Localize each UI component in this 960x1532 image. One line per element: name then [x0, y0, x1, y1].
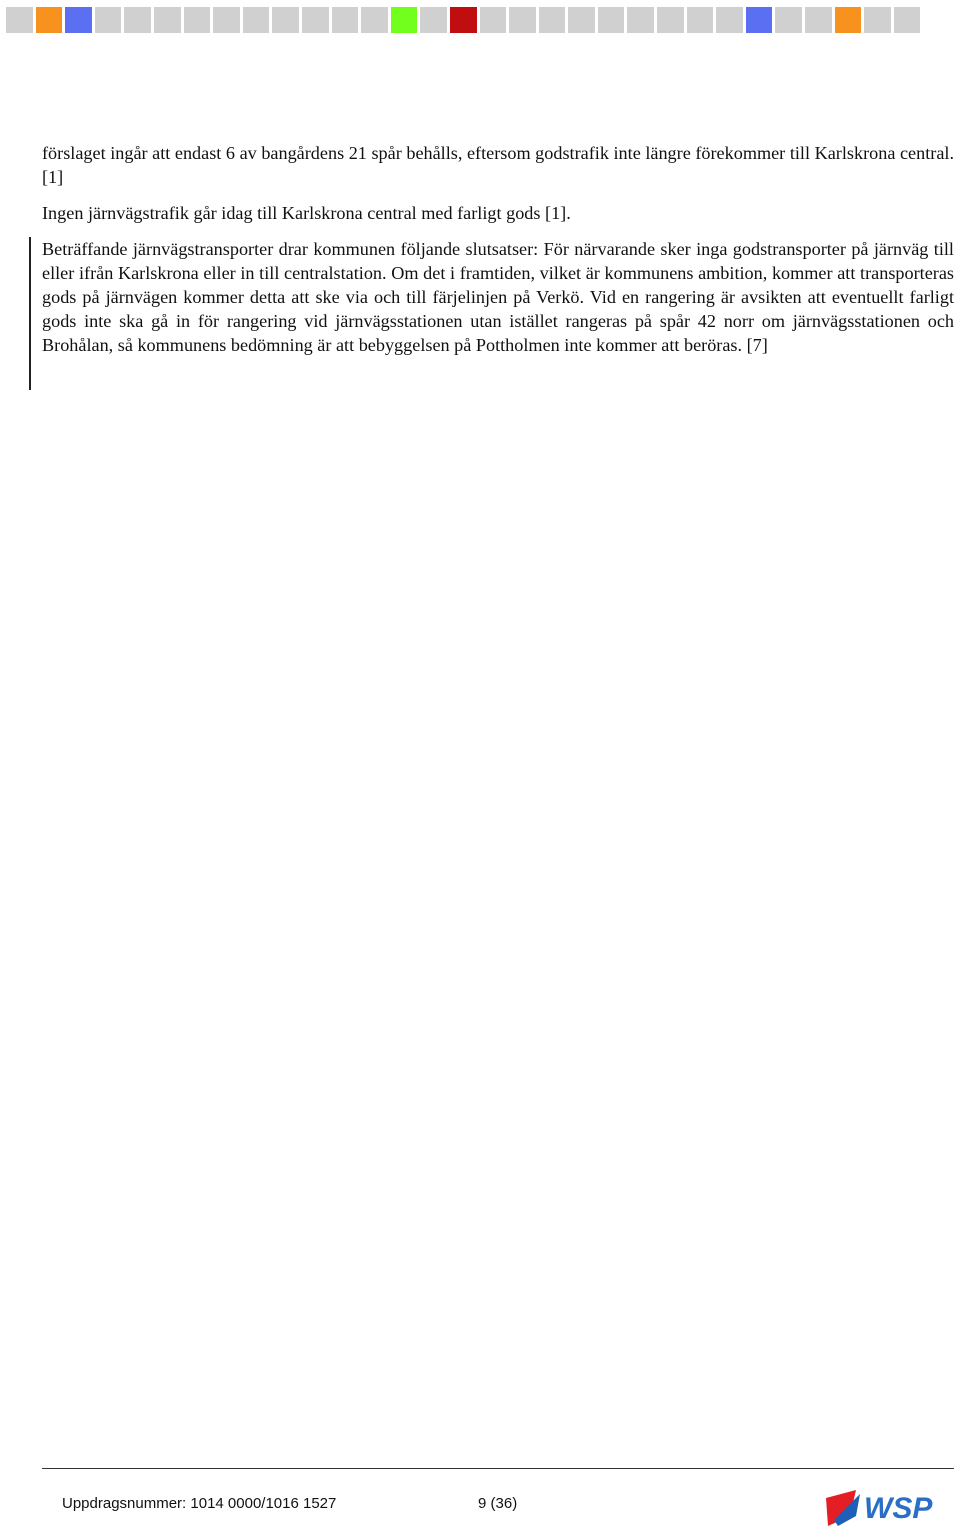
- body-paragraph: förslaget ingår att endast 6 av bangårdens 21 spår behålls, eftersom godstrafik inte längre förekommer till Karlskrona central. [1]: [42, 143, 954, 187]
- color-swatch: [243, 7, 270, 33]
- body-paragraph: Ingen järnvägstrafik går idag till Karlskrona central med farligt gods [1].: [42, 203, 571, 223]
- color-swatch: [272, 7, 299, 33]
- color-swatch: [716, 7, 743, 33]
- page-number: 9 (36): [478, 1495, 518, 1512]
- body-paragraph: Beträffande järnvägstransporter drar kommunen följande slutsatser: För närvarande sker inga godstransporter på järnväg till eller ifrån Karlskrona eller in till centralstation. Om det i framtiden, vilket är kommunens ambition, kommer att transporteras gods på järnvägen kommer detta att ske via och till färjelinjen på Verkö. Vid en rangering är avsikten att eventuellt farligt gods inte ska gå in för rangering vid järnvägsstationen utan istället rangeras på spår 42 norr om järnvägsstationen och Brohålan, så kommunens bedömning är att bebyggelsen på Pottholmen inte kommer att beröras. [7]: [42, 239, 954, 355]
- color-swatch: [598, 7, 625, 33]
- wsp-logo: [824, 1486, 956, 1528]
- color-swatch: [213, 7, 240, 33]
- color-swatch: [805, 7, 832, 33]
- color-swatch: [627, 7, 654, 33]
- color-swatch: [95, 7, 122, 33]
- color-swatch: [509, 7, 536, 33]
- color-swatch: [36, 7, 63, 33]
- color-swatch: [124, 7, 151, 33]
- color-swatch: [420, 7, 447, 33]
- color-swatch: [184, 7, 211, 33]
- color-swatch: [864, 7, 891, 33]
- color-swatch: [391, 7, 418, 33]
- assignment-number: Uppdragsnummer: 1014 0000/1016 1527: [62, 1495, 337, 1512]
- color-swatch: [450, 7, 477, 33]
- color-swatch: [775, 7, 802, 33]
- footer-divider: [42, 1468, 954, 1469]
- color-swatch: [835, 7, 862, 33]
- color-swatch: [65, 7, 92, 33]
- color-swatch-strip: [6, 7, 920, 33]
- logo-text: WSP: [864, 1492, 933, 1525]
- color-swatch: [332, 7, 359, 33]
- color-swatch: [539, 7, 566, 33]
- color-swatch: [687, 7, 714, 33]
- color-swatch: [746, 7, 773, 33]
- color-swatch: [361, 7, 388, 33]
- color-swatch: [657, 7, 684, 33]
- color-swatch: [568, 7, 595, 33]
- color-swatch: [302, 7, 329, 33]
- color-swatch: [894, 7, 921, 33]
- color-swatch: [154, 7, 181, 33]
- color-swatch: [480, 7, 507, 33]
- revision-change-bar: [29, 237, 31, 390]
- color-swatch: [6, 7, 33, 33]
